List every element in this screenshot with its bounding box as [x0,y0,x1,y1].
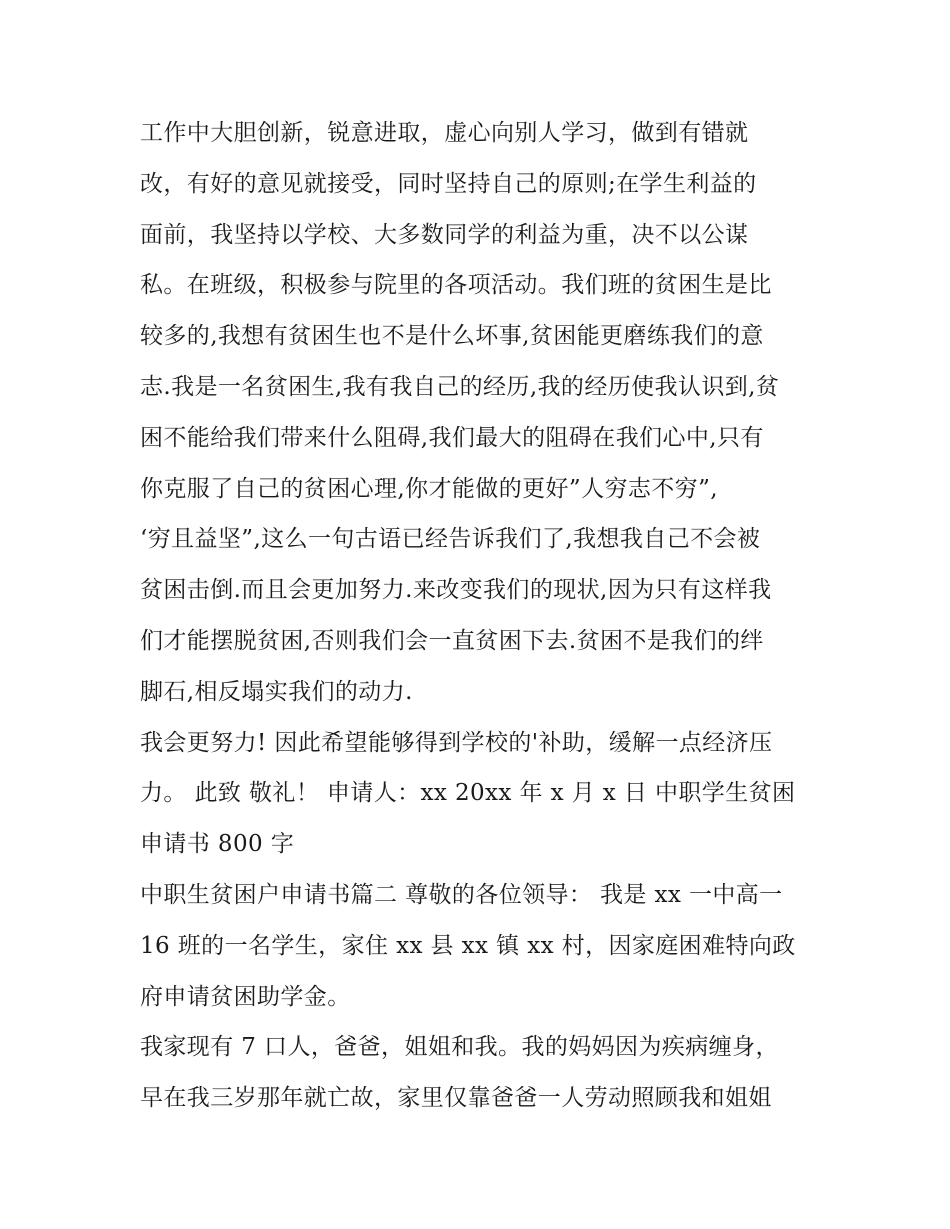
text-line: 面前，我坚持以学校、大多数同学的利益为重，决不以公谋 [140,221,749,248]
text-line: 工作中大胆创新，锐意进取，虚心向别人学习，做到有错就 [140,120,749,146]
text-line: 我家现有 7 口人，爸爸，姐姐和我。我的妈妈因为疾病缠身， [140,1034,779,1061]
text-line: 16 班的一名学生，家住 xx 县 xx 镇 xx 村，因家庭困难特向政 [140,932,796,959]
text-line: 私。在班级，积极参与院里的各项活动。我们班的贫困生是比 [140,272,772,299]
text-line: 申请书 800 字 [140,831,295,858]
text-line: ‘穷且益坚”,这么一句古语已经告诉我们了,我想我自己不会被 [140,526,761,553]
text-line: 改，有好的意见就接受，同时坚持自己的原则;在学生利益的 [140,170,757,197]
text-line: 志.我是一名贫困生,我有我自己的经历,我的经历使我认识到,贫 [140,373,780,400]
body-text [140,108,830,1124]
text-line: 中职生贫困户申请书篇二 尊敬的各位领导： 我是 xx 一中高一 [140,881,783,908]
text-line: 脚石,相反塌实我们的动力. [140,678,413,705]
text-line: 困不能给我们带来什么阻碍,我们最大的阻碍在我们心中,只有 [140,424,764,451]
text-line: 你克服了自己的贫困心理,你才能做的更好”人穷志不穷”, [140,475,718,502]
text-line: 们才能摆脱贫困,否则我们会一直贫困下去.贫困不是我们的绊 [140,627,764,654]
text-line: 较多的,我想有贫困生也不是什么坏事,贫困能更磨练我们的意 [140,323,764,350]
text-line: 贫困击倒.而且会更加努力.来改变我们的现状,因为只有这样我 [140,577,772,604]
text-line: 早在我三岁那年就亡故，家里仅靠爸爸一人劳动照顾我和姐姐 [140,1085,772,1112]
text-line: 我会更努力! 因此希望能够得到学校的'补助，缓解一点经济压 [140,729,773,756]
text-line: 府申请贫困助学金。 [140,983,351,1010]
text-line: 力。 此致 敬礼！ 申请人：xx 20xx 年 x 月 x 日 中职学生贫困 [140,780,796,807]
